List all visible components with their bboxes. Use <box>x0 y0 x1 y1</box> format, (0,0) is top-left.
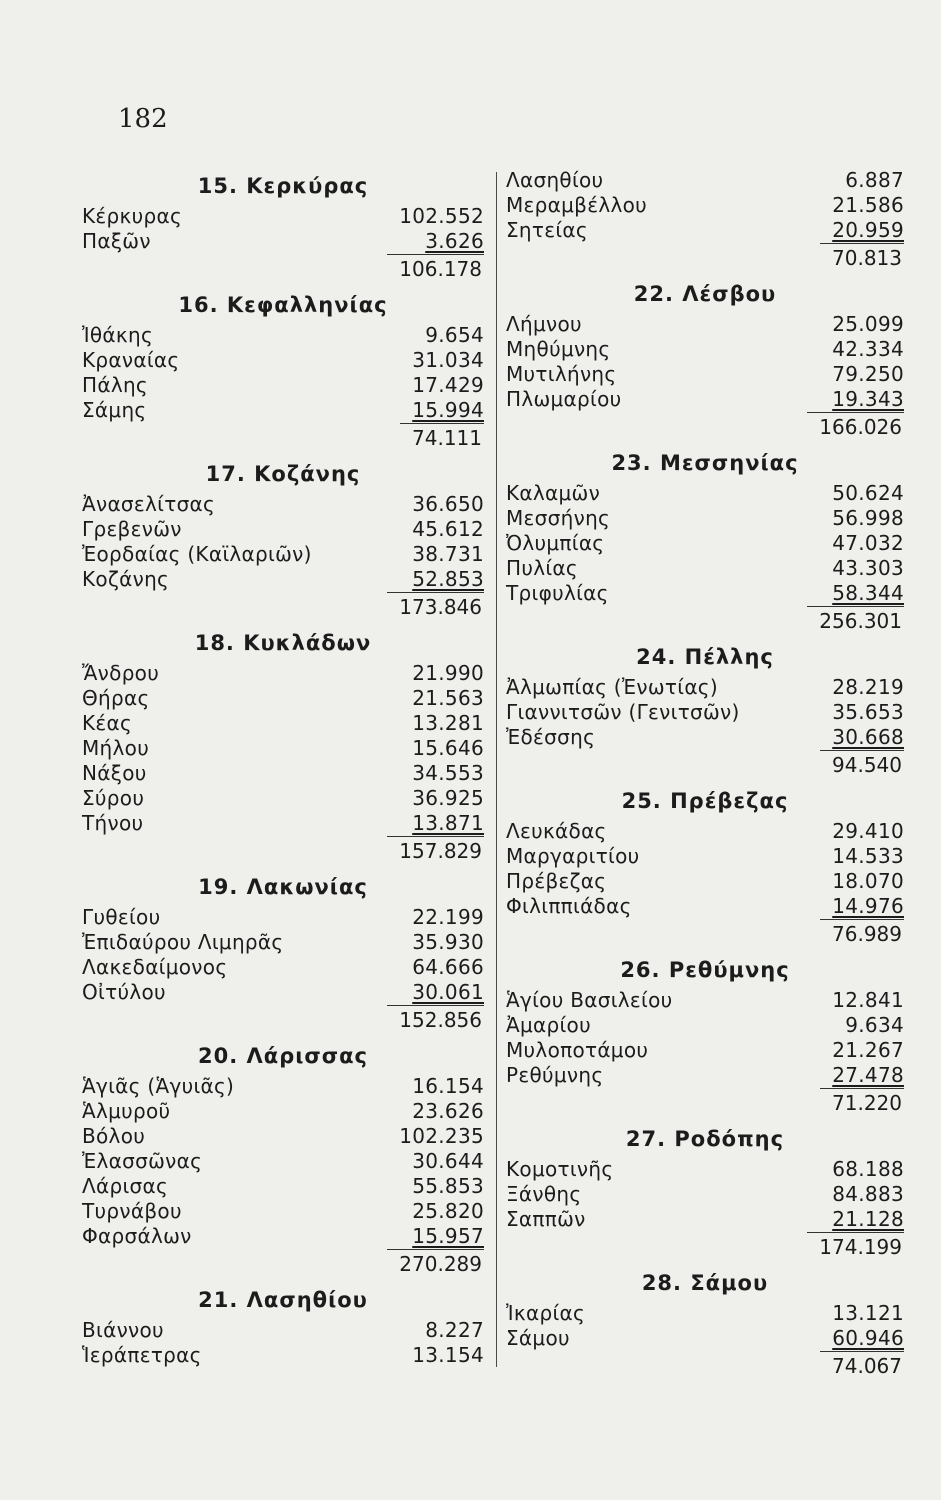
district-name: Σητείας <box>506 218 588 242</box>
population-value: 56.998 <box>832 506 904 530</box>
district-row <box>506 1326 904 1351</box>
district-name: Ἀμαρίου <box>506 1013 591 1037</box>
population-value: 35.653 <box>832 700 904 724</box>
prefecture-section <box>506 445 904 635</box>
district-row <box>82 348 484 373</box>
population-value: 58.344 <box>832 581 904 605</box>
section-total: 166.026 <box>807 412 904 441</box>
population-value: 42.334 <box>832 337 904 361</box>
district-row <box>506 819 904 844</box>
district-name: Λακεδαίμονος <box>82 955 228 979</box>
district-row <box>82 517 484 542</box>
section-total: 157.829 <box>387 836 484 865</box>
district-name: Βιάννου <box>82 1318 164 1342</box>
prefecture-section <box>82 287 484 452</box>
district-row <box>506 844 904 869</box>
district-name: Ἁγίου Βασιλείου <box>506 988 673 1012</box>
prefecture-section <box>82 1282 484 1368</box>
section-total-row <box>82 254 484 283</box>
district-name: Κομοτινῆς <box>506 1157 614 1181</box>
district-row <box>82 1199 484 1224</box>
district-name: Ἁλμυροῦ <box>82 1099 171 1123</box>
population-value: 45.612 <box>412 517 484 541</box>
section-title: 23. Μεσσηνίας <box>611 451 799 475</box>
section-total: 74.067 <box>820 1351 904 1380</box>
district-row <box>82 955 484 980</box>
district-name: Μεσσήνης <box>506 506 611 530</box>
district-name: Σάμου <box>506 1326 570 1350</box>
district-row <box>82 736 484 761</box>
district-name: Σύρου <box>82 786 145 810</box>
section-total-row <box>506 412 904 441</box>
district-name: Λήμνου <box>506 312 582 336</box>
district-row <box>82 711 484 736</box>
district-row <box>82 492 484 517</box>
district-name: Ἀνασελίτσας <box>82 492 216 516</box>
district-row <box>506 168 904 193</box>
district-row <box>82 1318 484 1343</box>
district-row <box>82 761 484 786</box>
district-name: Παξῶν <box>82 229 151 253</box>
district-row <box>506 1013 904 1038</box>
district-row <box>82 1074 484 1099</box>
left-column <box>82 168 484 1368</box>
district-name: Γυθείου <box>82 905 161 929</box>
district-row <box>82 980 484 1005</box>
district-row <box>82 811 484 836</box>
district-name: Πλωμαρίου <box>506 387 622 411</box>
district-name: Πάλης <box>82 373 148 397</box>
district-name: Ἐορδαίας (Καϊλαριῶν) <box>82 542 312 566</box>
population-value: 34.553 <box>412 761 484 785</box>
population-value: 6.887 <box>845 168 904 192</box>
district-row <box>506 556 904 581</box>
population-value: 21.128 <box>832 1207 904 1231</box>
district-name: Ἱεράπετρας <box>82 1343 202 1367</box>
section-total-row <box>82 1005 484 1034</box>
population-value: 17.429 <box>412 373 484 397</box>
population-value: 15.957 <box>412 1224 484 1248</box>
population-value: 28.219 <box>832 675 904 699</box>
district-row <box>506 1182 904 1207</box>
population-value: 47.032 <box>832 531 904 555</box>
district-row <box>506 1157 904 1182</box>
population-value: 8.227 <box>425 1318 484 1342</box>
district-name: Φιλιππιάδας <box>506 894 632 918</box>
section-total: 94.540 <box>820 750 904 779</box>
district-row <box>82 686 484 711</box>
prefecture-section <box>82 456 484 621</box>
population-value: 84.883 <box>832 1182 904 1206</box>
population-value: 102.552 <box>399 204 484 228</box>
district-name: Λασηθίου <box>506 168 604 192</box>
population-value: 14.533 <box>832 844 904 868</box>
district-name: Μυτιλήνης <box>506 362 617 386</box>
district-name: Μηθύμνης <box>506 337 611 361</box>
district-name: Ἀλμωπίας (Ἐνωτίας) <box>506 675 718 699</box>
district-row <box>506 506 904 531</box>
district-name: Τυρνάβου <box>82 1199 182 1223</box>
district-name: Νάξου <box>82 761 147 785</box>
district-row <box>82 1099 484 1124</box>
prefecture-section <box>82 1038 484 1278</box>
population-value: 36.925 <box>412 786 484 810</box>
prefecture-section <box>506 639 904 779</box>
page-number: 182 <box>118 104 168 134</box>
section-total-row <box>506 1088 904 1117</box>
district-name: Μυλοποτάμου <box>506 1038 649 1062</box>
population-value: 9.654 <box>425 323 484 347</box>
district-row <box>506 988 904 1013</box>
population-value: 3.626 <box>425 229 484 253</box>
district-row <box>82 229 484 254</box>
population-value: 18.070 <box>832 869 904 893</box>
district-row <box>506 869 904 894</box>
population-value: 55.853 <box>412 1174 484 1198</box>
district-row <box>506 1063 904 1088</box>
population-value: 36.650 <box>412 492 484 516</box>
district-row <box>82 323 484 348</box>
section-title: 26. Ρεθύμνης <box>620 958 790 982</box>
district-name: Ὀλυμπίας <box>506 531 605 555</box>
population-value: 68.188 <box>832 1157 904 1181</box>
prefecture-section <box>506 1121 904 1261</box>
district-row <box>82 373 484 398</box>
prefecture-section <box>82 869 484 1034</box>
section-title: 20. Λάρισσας <box>198 1044 368 1068</box>
section-title: 28. Σάμου <box>641 1271 769 1295</box>
population-value: 21.563 <box>412 686 484 710</box>
section-total-row <box>506 1232 904 1261</box>
district-row <box>82 542 484 567</box>
district-row <box>506 675 904 700</box>
district-name: Τριφυλίας <box>506 581 609 605</box>
district-name: Γιαννιτσῶν (Γενιτσῶν) <box>506 700 740 724</box>
population-value: 21.267 <box>832 1038 904 1062</box>
section-total-row <box>506 750 904 779</box>
population-value: 14.976 <box>832 894 904 918</box>
district-name: Ἰκαρίας <box>506 1301 586 1325</box>
district-row <box>506 700 904 725</box>
district-row <box>82 661 484 686</box>
district-name: Ἐπιδαύρου Λιμηρᾶς <box>82 930 284 954</box>
district-row <box>506 581 904 606</box>
population-value: 20.959 <box>832 218 904 242</box>
section-title: 24. Πέλλης <box>636 645 774 669</box>
section-total: 106.178 <box>387 254 484 283</box>
district-name: Οἰτύλου <box>82 980 166 1004</box>
prefecture-section <box>82 625 484 865</box>
district-row <box>506 312 904 337</box>
section-total: 152.856 <box>387 1005 484 1034</box>
population-value: 9.634 <box>845 1013 904 1037</box>
district-name: Ἐλασσῶνας <box>82 1149 203 1173</box>
population-value: 19.343 <box>832 387 904 411</box>
district-name: Ἄνδρου <box>82 661 160 685</box>
district-name: Κραναίας <box>82 348 180 372</box>
district-row <box>82 1124 484 1149</box>
section-total: 174.199 <box>807 1232 904 1261</box>
district-row <box>82 398 484 423</box>
district-row <box>506 387 904 412</box>
population-value: 21.586 <box>832 193 904 217</box>
district-row <box>82 786 484 811</box>
district-name: Τήνου <box>82 811 144 835</box>
district-name: Γρεβενῶν <box>82 517 182 541</box>
district-row <box>506 1301 904 1326</box>
section-total-row <box>82 592 484 621</box>
section-title: 27. Ροδόπης <box>625 1127 785 1151</box>
district-name: Πρέβεζας <box>506 869 607 893</box>
district-name: Μεραμβέλλου <box>506 193 648 217</box>
prefecture-section <box>506 1265 904 1380</box>
district-row <box>506 1207 904 1232</box>
prefecture-section <box>506 276 904 441</box>
column-divider <box>496 172 497 1367</box>
population-value: 79.250 <box>832 362 904 386</box>
district-row <box>506 218 904 243</box>
section-title: 19. Λακωνίας <box>198 875 368 899</box>
section-total-row <box>82 423 484 452</box>
population-value: 12.841 <box>832 988 904 1012</box>
population-value: 31.034 <box>412 348 484 372</box>
district-row <box>506 531 904 556</box>
district-name: Ἁγιᾶς (Ἁγυιᾶς) <box>82 1074 235 1098</box>
district-name: Ρεθύμνης <box>506 1063 604 1087</box>
prefecture-section <box>506 952 904 1117</box>
right-column <box>506 168 904 1384</box>
prefecture-section <box>506 783 904 948</box>
district-name: Λευκάδας <box>506 819 607 843</box>
population-value: 15.994 <box>412 398 484 422</box>
district-name: Μαργαριτίου <box>506 844 640 868</box>
district-name: Ξάνθης <box>506 1182 582 1206</box>
population-value: 15.646 <box>412 736 484 760</box>
section-total: 270.289 <box>387 1249 484 1278</box>
population-value: 16.154 <box>412 1074 484 1098</box>
population-value: 13.281 <box>412 711 484 735</box>
district-row <box>506 481 904 506</box>
section-title: 21. Λασηθίου <box>198 1288 368 1312</box>
population-value: 13.121 <box>832 1301 904 1325</box>
section-title: 22. Λέσβου <box>633 282 777 306</box>
population-value: 38.731 <box>412 542 484 566</box>
prefecture-section <box>82 168 484 283</box>
population-value: 13.154 <box>412 1343 484 1367</box>
population-value: 13.871 <box>412 811 484 835</box>
district-row <box>506 337 904 362</box>
section-total: 74.111 <box>400 423 484 452</box>
district-name: Σάμης <box>82 398 147 422</box>
population-value: 60.946 <box>832 1326 904 1350</box>
population-value: 29.410 <box>832 819 904 843</box>
district-name: Θήρας <box>82 686 150 710</box>
district-name: Λάρισας <box>82 1174 169 1198</box>
district-name: Ἐδέσσης <box>506 725 596 749</box>
district-row <box>506 725 904 750</box>
population-value: 30.644 <box>412 1149 484 1173</box>
district-row <box>506 1038 904 1063</box>
district-row <box>506 362 904 387</box>
district-row <box>82 204 484 229</box>
district-row <box>82 1174 484 1199</box>
population-value: 35.930 <box>412 930 484 954</box>
district-row <box>82 1149 484 1174</box>
population-value: 102.235 <box>399 1124 484 1148</box>
district-row <box>82 1343 484 1368</box>
section-total-row <box>506 919 904 948</box>
district-name: Κέρκυρας <box>82 204 182 228</box>
population-value: 43.303 <box>832 556 904 580</box>
section-total: 76.989 <box>820 919 904 948</box>
section-title: 17. Κοζάνης <box>205 462 361 486</box>
population-value: 25.099 <box>832 312 904 336</box>
section-total: 256.301 <box>807 606 904 635</box>
section-total-row <box>82 836 484 865</box>
district-row <box>82 905 484 930</box>
district-name: Καλαμῶν <box>506 481 601 505</box>
section-total-row <box>506 1351 904 1380</box>
section-title: 25. Πρέβεζας <box>621 789 789 813</box>
population-value: 25.820 <box>412 1199 484 1223</box>
section-total: 173.846 <box>387 592 484 621</box>
district-name: Μήλου <box>82 736 150 760</box>
district-name: Φαρσάλων <box>82 1224 192 1248</box>
section-total-row <box>506 243 904 272</box>
population-value: 30.061 <box>412 980 484 1004</box>
district-row <box>82 930 484 955</box>
district-name: Σαππῶν <box>506 1207 586 1231</box>
population-value: 27.478 <box>832 1063 904 1087</box>
section-title: 18. Κυκλάδων <box>194 631 372 655</box>
district-name: Κέας <box>82 711 133 735</box>
district-row <box>506 894 904 919</box>
prefecture-section <box>506 168 904 272</box>
section-title: 15. Κερκύρας <box>197 174 369 198</box>
population-value: 30.668 <box>832 725 904 749</box>
population-value: 50.624 <box>832 481 904 505</box>
district-name: Βόλου <box>82 1124 146 1148</box>
district-name: Πυλίας <box>506 556 578 580</box>
district-row <box>82 567 484 592</box>
section-total: 70.813 <box>820 243 904 272</box>
population-value: 21.990 <box>412 661 484 685</box>
section-title: 16. Κεφαλληνίας <box>178 293 388 317</box>
section-total: 71.220 <box>820 1088 904 1117</box>
population-value: 22.199 <box>412 905 484 929</box>
population-value: 64.666 <box>412 955 484 979</box>
population-value: 52.853 <box>412 567 484 591</box>
district-row <box>82 1224 484 1249</box>
district-name: Κοζάνης <box>82 567 170 591</box>
section-total-row <box>506 606 904 635</box>
section-total-row <box>82 1249 484 1278</box>
district-row <box>506 193 904 218</box>
population-value: 23.626 <box>412 1099 484 1123</box>
district-name: Ἰθάκης <box>82 323 154 347</box>
